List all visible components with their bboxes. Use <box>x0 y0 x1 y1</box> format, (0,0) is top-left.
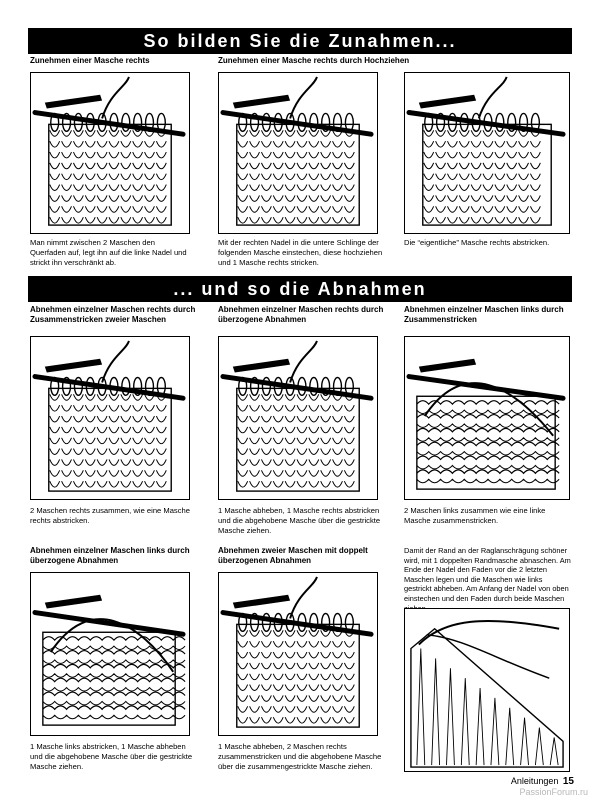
purl-pass-over-illustration <box>30 572 190 736</box>
raglan-edge-illustration <box>404 608 570 772</box>
caption-decrease-3: Abnehmen einzelner Maschen links durch Zusammenstricken <box>404 305 564 324</box>
caption-increase-1: Zunehmen einer Masche rechts <box>30 56 150 65</box>
footer-label: Anleitungen <box>510 776 559 786</box>
text-increase-2: Mit der rechten Nadel in die untere Schlinge der folgenden Masche einstechen, diese hochziehen und 1 Masche rechts stricken. <box>218 238 383 267</box>
text-decrease-3: 2 Maschen links zusammen wie eine linke Masche zusammenstricken. <box>404 506 546 525</box>
text-decrease-5: 1 Masche abheben, 2 Maschen rechts zusammenstricken und die abgehobene Masche über die zusammengestrickte Masche ziehen. <box>218 742 382 771</box>
knit-stitch-illustration <box>404 72 570 234</box>
watermark: PassionForum.ru <box>519 787 588 797</box>
caption-increase-2: Zunehmen einer Masche rechts durch Hochziehen <box>218 56 410 65</box>
section-title-decreases: ... und so die Abnahmen <box>28 276 572 302</box>
text-decrease-1: 2 Maschen rechts zusammen, wie eine Masche rechts abstricken. <box>30 506 190 525</box>
slip-knit-pass-illustration <box>218 336 378 500</box>
text-raglan: Damit der Rand an der Raglanschrägung schöner wird, mit 1 doppelten Randmasche abnaschen. Am Ende der Nadel den Faden vor die 2 letzten Maschen legen und die Maschen wie links gestrickt abheben. Am Anfang der Nadel von oben einstechen und den Faden durch beide Maschen <box>404 546 571 603</box>
section-title-increases: So bilden Sie die Zunahmen... <box>28 28 572 54</box>
page-footer <box>511 776 574 787</box>
knit-two-together-illustration <box>30 336 190 500</box>
knit-increase-lifted-illustration <box>218 72 378 234</box>
text-decrease-2: 1 Masche abheben, 1 Masche rechts abstricken und die abgehobene Masche über die gestrickte Masche ziehen. <box>218 506 381 535</box>
knit-increase-illustration <box>30 72 190 234</box>
page-number: 15 <box>562 776 574 787</box>
caption-decrease-5: Abnehmen zweier Maschen mit doppelt überzogenen Abnahmen <box>218 546 368 565</box>
double-decrease-illustration <box>218 572 378 736</box>
text-increase-1: Man nimmt zwischen 2 Maschen den Querfaden auf, legt ihn auf die linke Nadel und strickt ihn verschränkt ab. <box>30 238 187 267</box>
caption-decrease-1: Abnehmen einzelner Maschen rechts durch Zusammenstricken zweier Maschen <box>30 305 196 324</box>
text-decrease-4: 1 Masche links abstricken, 1 Masche abheben und die abgehobene Masche über die gestrickte Masche ziehen. <box>30 742 193 771</box>
purl-two-together-illustration <box>404 336 570 500</box>
caption-decrease-2: Abnehmen einzelner Maschen rechts durch überzogene Abnahmen <box>218 305 384 324</box>
text-increase-3: Die “eigentliche” Masche rechts abstricken. <box>404 238 550 247</box>
caption-decrease-4: Abnehmen einzelner Maschen links durch überzogene Abnahmen <box>30 546 190 565</box>
